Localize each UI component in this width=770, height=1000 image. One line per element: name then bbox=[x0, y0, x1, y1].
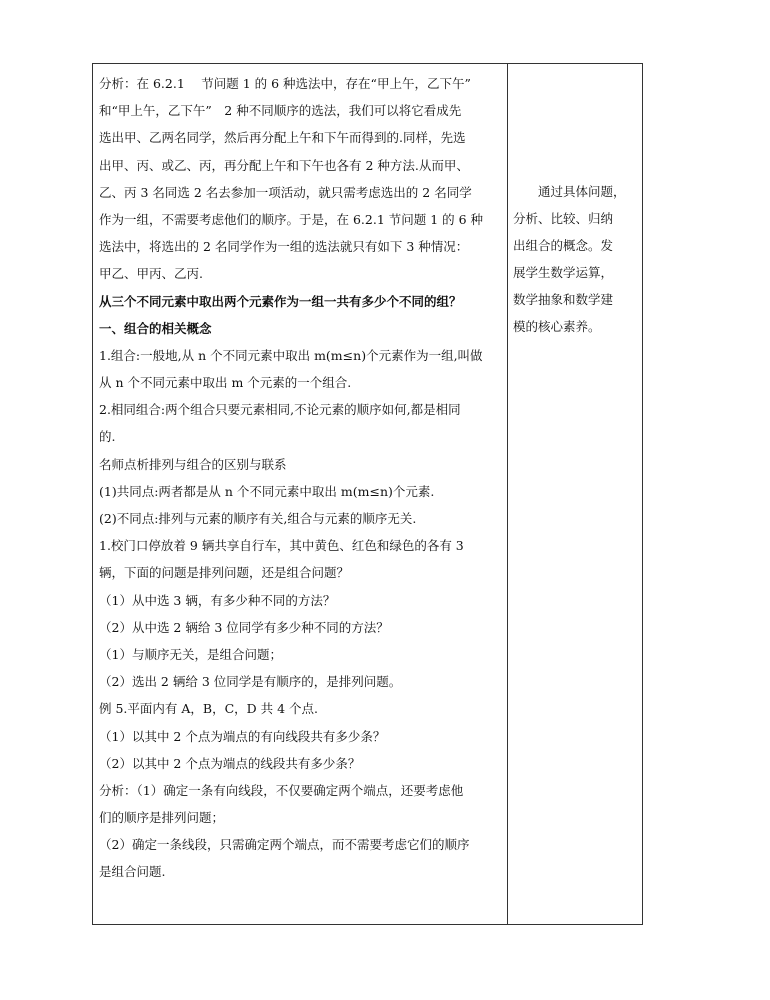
content-line: （1）从中选 3 辆，有多少种不同的方法？ bbox=[99, 592, 336, 608]
content-line: 名师点析排列与组合的区别与联系 bbox=[99, 456, 287, 472]
content-line: 的. bbox=[99, 429, 116, 445]
content-line: 1.校门口停放着 9 辆共享自行车，其中黄色、红色和绿色的各有 3 bbox=[99, 538, 464, 554]
side-note-line: 分析、比较、归纳 bbox=[513, 211, 614, 226]
content-line: 辆，下面的问题是排列问题，还是组合问题？ bbox=[99, 565, 350, 581]
content-line: 选法中，将选出的 2 名同学作为一组的选法就只有如下 3 种情况： bbox=[99, 239, 469, 255]
content-line: （2）选出 2 辆给 3 位同学是有顺序的，是排列问题。 bbox=[99, 674, 402, 690]
content-line: 们的顺序是排列问题； bbox=[99, 810, 225, 826]
content-line: （1）以其中 2 个点为端点的有向线段共有多少条？ bbox=[99, 728, 386, 744]
content-line: 甲乙、甲丙、乙丙. bbox=[99, 266, 203, 282]
design-intent-cell bbox=[513, 178, 637, 340]
side-note-line: 模的核心素养。 bbox=[513, 319, 601, 334]
content-line: 和“甲上午，乙下午” 2 种不同顺序的选法，我们可以将它看成先 bbox=[99, 103, 462, 119]
main-content-cell bbox=[99, 70, 499, 886]
content-line: 从 n 个不同元素中取出 m 个元素的一个组合. bbox=[99, 375, 352, 391]
content-line: 是组合问题. bbox=[99, 864, 166, 880]
content-line: (2)不同点:排列与元素的顺序有关,组合与元素的顺序无关. bbox=[99, 511, 417, 526]
content-line: 2.相同组合:两个组合只要元素相同,不论元素的顺序如何,都是相同 bbox=[99, 402, 461, 418]
content-line: 分析：（1）确定一条有向线段，不仅要确定两个端点，还要考虑他 bbox=[99, 782, 464, 798]
content-line: （2）从中选 2 辆给 3 位同学有多少种不同的方法？ bbox=[99, 619, 389, 635]
content-line: 作为一组，不需要考虑他们的顺序。于是，在 6.2.1 节问题 1 的 6 种 bbox=[99, 211, 484, 227]
content-line: （2）确定一条线段，只需确定两个端点，而不需要考虑它们的顺序 bbox=[99, 837, 470, 853]
content-line: (1)共同点:两者都是从 n 个不同元素中取出 m(m≤n)个元素. bbox=[99, 483, 435, 499]
content-line: （2）以其中 2 个点为端点的线段共有多少条？ bbox=[99, 755, 361, 771]
side-note-line: 展学生数学运算， bbox=[513, 265, 614, 280]
content-line: 一、组合的相关概念 bbox=[99, 320, 212, 336]
content-line: 从三个不同元素中取出两个元素作为一组一共有多少个不同的组？ bbox=[99, 293, 462, 309]
side-note-line: 通过具体问题， bbox=[513, 184, 626, 199]
content-line: 选出甲、乙两名同学，然后再分配上午和下午而得到的.同样，先选 bbox=[99, 130, 466, 146]
side-note-line: 数学抽象和数学建 bbox=[513, 292, 614, 307]
column-divider bbox=[507, 64, 508, 924]
content-line: （1）与顺序无关，是组合问题； bbox=[99, 646, 282, 662]
content-line: 出甲、丙、或乙、丙，再分配上午和下午也各有 2 种方法.从而甲、 bbox=[99, 157, 469, 173]
lesson-table bbox=[92, 63, 643, 925]
content-line: 分析：在 6.2.1 节问题 1 的 6 种选法中，存在“甲上午，乙下午” bbox=[99, 76, 471, 91]
content-line: 1.组合:一般地,从 n 个不同元素中取出 m(m≤n)个元素作为一组,叫做 bbox=[99, 347, 483, 363]
side-note-line: 出组合的概念。发 bbox=[513, 238, 614, 253]
content-line: 乙、丙 3 名同选 2 名去参加一项活动，就只需考虑选出的 2 名同学 bbox=[99, 184, 472, 200]
content-line: 例 5.平面内有 A，B，C，D 共 4 个点. bbox=[99, 701, 319, 717]
